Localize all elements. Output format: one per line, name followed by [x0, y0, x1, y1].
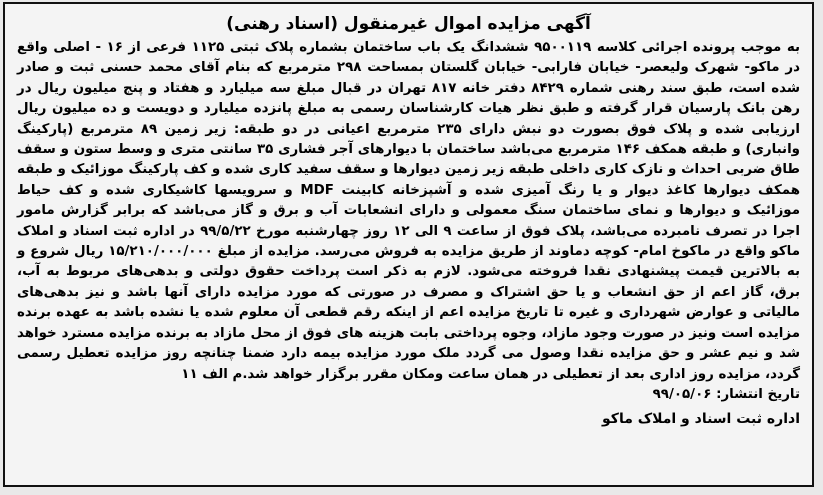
notice-body-paragraph: به موجب پرونده اجرائی کلاسه ۹۵۰۰۱۱۹ ششدانگ یک باب ساختمان بشماره پلاک ثبتی ۱۱۲۵ فرعی از ۱۶ - اصلی واقع در ماکو- شهرک ولیعصر- خیابان فارابی- خیابان گلستان بمساحت ۲۹۸ مترمربع که بنام آقای محمد حسنی ثبت و صادر شده است، طبق سند رهنی شماره ۸۴۲۹ دفتر خانه ۸۱۷ تهران در قبال مبلغ سه میلیارد و هفتاد و پنج میلیون ریال در رهن بانک پارسیان قرار گرفته و طبق نظر هیات کارشناسان رسمی به مبلغ پانزده میلیارد و دویست و ده میلیون ریال ارزیابی شده و پلاک فوق بصورت دو نبش دارای ۲۳۵ مترمربع اعیانی در دو طبقه: زیر زمین ۸۹ مترمربع (پارکینگ وانباری) و طبقه همکف ۱۴۶ مترمربع می‌باشد ساختمان با دیوارهای آجر فشاری ۳۵ سانتی متری و وسط ستون و سقف طاق ضربی احداث و نازک کاری داخلی طبقه زیر زمین دیوارها و سقف سفید کاری شده و کف پارکینگ موزائیک و طبقه همکف دیوارها کاغذ دیوار و یا رنگ آمیزی شده و آشپزخانه کابینت MDF و سرویسها کاشیکاری شده و کف حیاط موزائیک و دیوارها و نمای ساختمان سنگ معمولی و دارای انشعابات آب و برق و گاز می‌باشد که برابر گزارش مامور اجرا در تصرف نامبرده می‌باشد، پلاک فوق از ساعت ۹ الی ۱۲ روز چهارشنبه مورخ ۹۹/۵/۲۲ در اداره ثبت اسناد و املاک ماکو واقع در ماکوخ امام- کوچه دماوند از طریق مزایده به فروش می‌رسد. مزایده از مبلغ ۱۵/۲۱۰/۰۰۰/۰۰۰ ریال شروع و به بالاترین قیمت پیشنهادی نقدا فروخته می‌شود. لازم به ذکر است پرداخت حقوق دولتی و بدهی‌های مربوط به آب، برق، گاز اعم از حق انشعاب و یا حق اشتراک و مصرف در صورتی که مورد مزایده دارای آنها باشد و نیز بدهی‌های مالیاتی و عوارض شهرداری و غیره تا تاریخ مزایده اعم از اینکه رقم قطعی آن معلوم شده یا نشده باشد به عهده برنده مزایده است ونیز در صورت وجود مازاد، وجوه پرداختی بابت هزینه های فوق از محل مازاد به برنده مزایده مسترد خواهد شد و نیم عشر و حق مزایده نقدا وصول می گردد ملک مورد مزایده بیمه دارد ضمنا چنانچه روز مزایده تعطیل رسمی گردد، مزایده روز اداری بعد از تعطیلی در همان ساعت ومکان مقرر برگزار خواهد شد.م الف ۱۱: [17, 40, 801, 382]
publish-date: تاریخ انتشار: ۹۹/۰۵/۰۶: [652, 386, 800, 402]
issuing-office-signature: اداره ثبت اسناد و املاک ماکو: [602, 410, 800, 427]
notice-body: [17, 38, 800, 385]
notice-title: آگهی مزایده اموال غیرمنقول (اسناد رهنی): [226, 14, 591, 34]
legal-notice-box: [3, 2, 814, 487]
